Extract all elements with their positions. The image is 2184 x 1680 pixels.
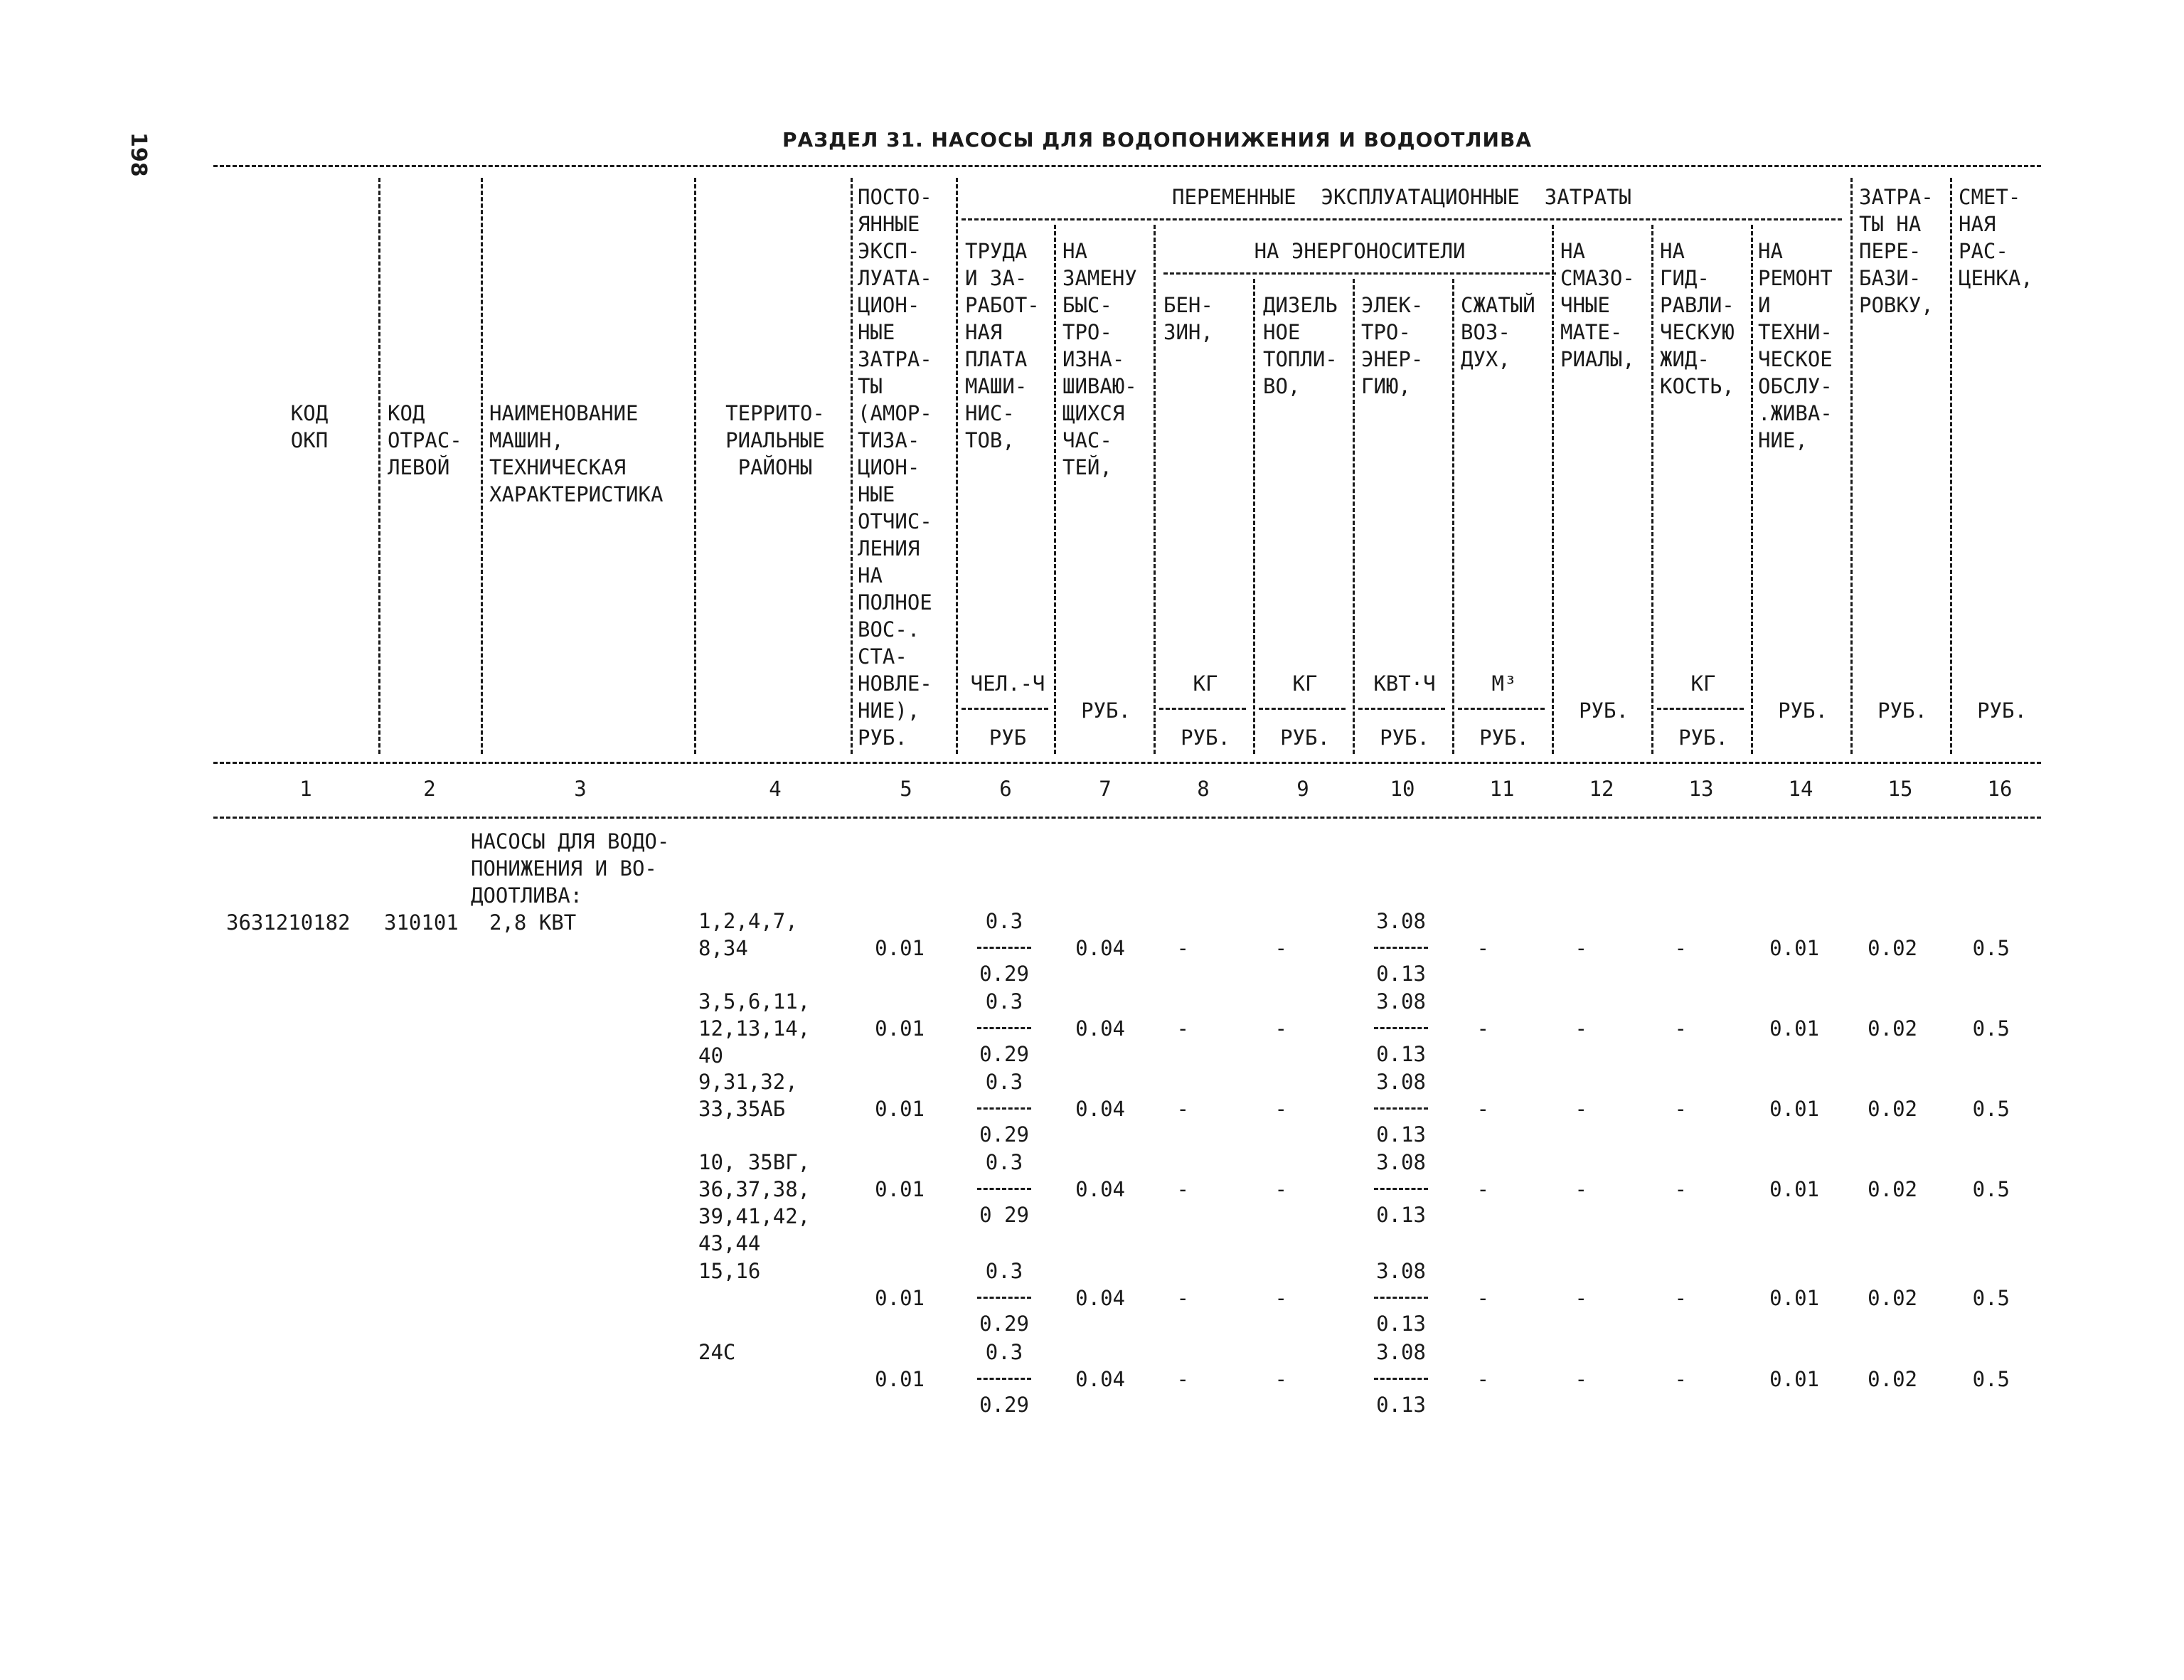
row-regions: 24С <box>698 1340 736 1364</box>
unit-c10-top: КВТ·Ч <box>1373 671 1436 696</box>
row-cell-c12: - <box>1575 1016 1587 1041</box>
fraction-denominator: 0.13 <box>1376 1393 1426 1417</box>
fraction-numerator: 0.3 <box>985 1340 1023 1364</box>
row-cell-c14: 0.01 <box>1769 1177 1819 1201</box>
vline-c2-c3 <box>481 178 483 754</box>
row-fraction-c10 <box>1358 1149 1444 1228</box>
row-fraction-c6 <box>962 1339 1047 1418</box>
header-fixed-costs: ПОСТО- ЯННЫЕ ЭКСП- ЛУАТА- ЦИОН- НЫЕ ЗАТРА- ТЫ (АМОР- ТИЗА- ЦИОН- НЫЕ ОТЧИС- ЛЕНИЯ НА ПОЛНОЕ ВОС-. СТА- НОВЛЕ- НИЕ), РУБ. <box>858 185 932 750</box>
column-number-7: 7 <box>1099 777 1112 801</box>
row-cell-c12: - <box>1575 1367 1587 1391</box>
header-relocation: ЗАТРА- ТЫ НА ПЕРЕ- БАЗИ- РОВКУ, <box>1859 185 1934 317</box>
row-cell-c5: 0.01 <box>875 936 925 960</box>
row-cell-c15: 0.02 <box>1868 1177 1917 1201</box>
unit-c6-top: ЧЕЛ.-Ч <box>970 671 1045 696</box>
header-regions: ТЕРРИТО- РИАЛЬНЫЕ РАЙОНЫ <box>725 401 825 479</box>
row-cell-c8: - <box>1176 936 1189 960</box>
row-cell-c11: - <box>1476 936 1489 960</box>
fraction-bar <box>977 947 1031 949</box>
unit-rule-c9 <box>1259 708 1346 710</box>
row-cell-c11: - <box>1476 1016 1489 1041</box>
row-cell-c16: 0.5 <box>1972 1016 2010 1041</box>
unit-rule-c13 <box>1657 708 1744 710</box>
unit-c8-bottom: РУБ. <box>1181 725 1230 750</box>
row-cell-c14: 0.01 <box>1769 1286 1819 1310</box>
vline-c14-c15 <box>1850 178 1853 754</box>
row-cell-c15: 0.02 <box>1868 1286 1917 1310</box>
unit-c13-bottom: РУБ. <box>1678 725 1728 750</box>
fraction-bar <box>1374 1297 1428 1299</box>
fraction-numerator: 0.3 <box>985 909 1023 933</box>
row-cell-c13: - <box>1674 1016 1687 1041</box>
header-energy: НА ЭНЕРГОНОСИТЕЛИ <box>1254 239 1466 263</box>
row-cell-c14: 0.01 <box>1769 1367 1819 1391</box>
unit-c12: РУБ. <box>1579 698 1629 723</box>
fraction-bar <box>977 1378 1031 1380</box>
row-fraction-c6 <box>962 1068 1047 1148</box>
fraction-denominator: 0.29 <box>979 1312 1029 1336</box>
vline-c8-c9 <box>1253 279 1255 754</box>
unit-c10-bottom: РУБ. <box>1380 725 1429 750</box>
unit-rule-c6 <box>962 708 1048 710</box>
unit-c15: РУБ. <box>1877 698 1927 723</box>
unit-c8-top: КГ <box>1193 671 1218 696</box>
row-cell-c16: 0.5 <box>1972 1367 2010 1391</box>
row-cell-c7: 0.04 <box>1075 1016 1125 1041</box>
row-cell-c9: - <box>1274 1016 1287 1041</box>
fraction-numerator: 3.08 <box>1376 1070 1426 1094</box>
row-cell-c9: - <box>1274 1177 1287 1201</box>
row-cell-c9: - <box>1274 1286 1287 1310</box>
row-cell-c7: 0.04 <box>1075 1097 1125 1121</box>
row-cell-c8: - <box>1176 1286 1189 1310</box>
vline-c1-c2 <box>378 178 380 754</box>
row-cell-c7: 0.04 <box>1075 1177 1125 1201</box>
row-cell-c12: - <box>1575 1097 1587 1121</box>
header-repair: НА РЕМОНТ И ТЕХНИ- ЧЕСКОЕ ОБСЛУ- .ЖИВА- НИЕ, <box>1758 239 1833 452</box>
header-diesel: ДИЗЕЛЬ НОЕ ТОПЛИ- ВО, <box>1263 293 1338 398</box>
header-compressed-air: СЖАТЫЙ ВОЗ- ДУХ, <box>1461 293 1535 371</box>
row-cell-c7: 0.04 <box>1075 1367 1125 1391</box>
row-fraction-c10 <box>1358 988 1444 1068</box>
fraction-bar <box>1374 1107 1428 1110</box>
row-cell-c16: 0.5 <box>1972 1286 2010 1310</box>
header-machine-name: НАИМЕНОВАНИЕ МАШИН, ТЕХНИЧЕСКАЯ ХАРАКТЕРИСТИКА <box>489 401 664 506</box>
fraction-numerator: 0.3 <box>985 1150 1023 1174</box>
row-cell-c14: 0.01 <box>1769 1097 1819 1121</box>
fraction-bar <box>977 1297 1031 1299</box>
fraction-numerator: 3.08 <box>1376 1259 1426 1283</box>
header-electricity: ЭЛЕК- ТРО- ЭНЕР- ГИЮ, <box>1361 293 1424 398</box>
fraction-bar <box>977 1107 1031 1110</box>
row-cell-c9: - <box>1274 1367 1287 1391</box>
unit-c9-bottom: РУБ. <box>1280 725 1330 750</box>
unit-c11-bottom: РУБ. <box>1479 725 1529 750</box>
row-cell-c9: - <box>1274 1097 1287 1121</box>
row-fraction-c10 <box>1358 908 1444 987</box>
unit-rule-c10 <box>1358 708 1445 710</box>
rule-top <box>213 165 2041 167</box>
fraction-numerator: 3.08 <box>1376 1150 1426 1174</box>
row-regions: 3,5,6,11, 12,13,14, 40 <box>698 989 811 1068</box>
header-lubricants: НА СМАЗО- ЧНЫЕ МАТЕ- РИАЛЫ, <box>1560 239 1635 371</box>
column-number-13: 13 <box>1688 777 1714 801</box>
item-branch-code: 310101 <box>384 910 459 935</box>
row-cell-c7: 0.04 <box>1075 936 1125 960</box>
fraction-denominator: 0.29 <box>979 1393 1029 1417</box>
section-title: РАЗДЕЛ 31. НАСОСЫ ДЛЯ ВОДОПОНИЖЕНИЯ И ВОДООТЛИВА <box>782 128 1533 151</box>
row-cell-c13: - <box>1674 1286 1687 1310</box>
row-cell-c5: 0.01 <box>875 1367 925 1391</box>
vline-c6-c7 <box>1054 225 1056 754</box>
fraction-bar <box>977 1188 1031 1190</box>
row-regions: 10, 35ВГ, 36,37,38, 39,41,42, 43,44 <box>698 1150 811 1255</box>
column-number-10: 10 <box>1390 777 1415 801</box>
row-cell-c5: 0.01 <box>875 1097 925 1121</box>
group-title: НАСОСЫ ДЛЯ ВОДО- ПОНИЖЕНИЯ И ВО- ДООТЛИВА: <box>471 829 670 908</box>
rule-colnums-bottom <box>213 817 2041 819</box>
row-cell-c14: 0.01 <box>1769 936 1819 960</box>
page-number: 198 <box>126 132 151 177</box>
fraction-denominator: 0.29 <box>979 1122 1029 1147</box>
vline-c12-c13 <box>1651 225 1653 754</box>
row-cell-c12: - <box>1575 1177 1587 1201</box>
row-cell-c11: - <box>1476 1367 1489 1391</box>
column-number-14: 14 <box>1788 777 1813 801</box>
vline-c11-c12 <box>1552 225 1554 754</box>
vline-c10-c11 <box>1452 279 1454 754</box>
column-number-11: 11 <box>1489 777 1515 801</box>
row-fraction-c6 <box>962 1258 1047 1337</box>
row-regions: 1,2,4,7, 8,34 <box>698 909 798 960</box>
row-fraction-c6 <box>962 988 1047 1068</box>
column-number-6: 6 <box>999 777 1012 801</box>
vline-c3-c4 <box>694 178 696 754</box>
column-number-1: 1 <box>299 777 312 801</box>
row-cell-c12: - <box>1575 936 1587 960</box>
header-labor: ТРУДА И ЗА- РАБОТ- НАЯ ПЛАТА МАШИ- НИС- ТОВ, <box>965 239 1040 452</box>
fraction-denominator: 0.29 <box>979 962 1029 986</box>
header-branch-code: КОД ОТРАС- ЛЕВОЙ <box>388 401 462 479</box>
row-fraction-c10 <box>1358 1068 1444 1148</box>
fraction-numerator: 3.08 <box>1376 909 1426 933</box>
column-number-16: 16 <box>1987 777 2013 801</box>
row-cell-c13: - <box>1674 1097 1687 1121</box>
row-cell-c8: - <box>1176 1177 1189 1201</box>
unit-c9-top: КГ <box>1292 671 1318 696</box>
unit-c6-bottom: РУБ <box>989 725 1027 750</box>
unit-c7: РУБ. <box>1081 698 1131 723</box>
column-number-9: 9 <box>1296 777 1309 801</box>
row-cell-c15: 0.02 <box>1868 1367 1917 1391</box>
row-cell-c8: - <box>1176 1097 1189 1121</box>
row-cell-c13: - <box>1674 1367 1687 1391</box>
row-regions: 15,16 <box>698 1259 761 1283</box>
column-number-15: 15 <box>1887 777 1913 801</box>
row-cell-c5: 0.01 <box>875 1016 925 1041</box>
row-cell-c14: 0.01 <box>1769 1016 1819 1041</box>
row-cell-c13: - <box>1674 936 1687 960</box>
row-cell-c15: 0.02 <box>1868 1097 1917 1121</box>
header-gasoline: БЕН- ЗИН, <box>1163 293 1213 344</box>
fraction-bar <box>1374 947 1428 949</box>
fraction-bar <box>1374 1378 1428 1380</box>
row-cell-c8: - <box>1176 1016 1189 1041</box>
unit-c16: РУБ. <box>1977 698 2027 723</box>
row-cell-c16: 0.5 <box>1972 936 2010 960</box>
header-estimate: СМЕТ- НАЯ РАС- ЦЕНКА, <box>1959 185 2033 290</box>
row-fraction-c10 <box>1358 1258 1444 1337</box>
header-variable-costs: ПЕРЕМЕННЫЕ ЭКСПЛУАТАЦИОННЫЕ ЗАТРАТЫ <box>1171 185 1631 209</box>
row-cell-c16: 0.5 <box>1972 1097 2010 1121</box>
row-regions: 9,31,32, 33,35АБ <box>698 1070 798 1121</box>
fraction-numerator: 3.08 <box>1376 1340 1426 1364</box>
vline-c7-c8 <box>1154 225 1156 754</box>
row-fraction-c6 <box>962 908 1047 987</box>
unit-rule-c11 <box>1458 708 1545 710</box>
fraction-denominator: 0.13 <box>1376 962 1426 986</box>
vline-c13-c14 <box>1751 225 1753 754</box>
column-number-12: 12 <box>1589 777 1614 801</box>
unit-c14: РУБ. <box>1778 698 1828 723</box>
vline-c9-c10 <box>1353 279 1355 754</box>
row-cell-c15: 0.02 <box>1868 1016 1917 1041</box>
column-number-4: 4 <box>769 777 782 801</box>
row-cell-c13: - <box>1674 1177 1687 1201</box>
row-fraction-c6 <box>962 1149 1047 1228</box>
row-cell-c11: - <box>1476 1286 1489 1310</box>
row-cell-c9: - <box>1274 936 1287 960</box>
rule-header-bottom <box>213 762 2041 764</box>
fraction-numerator: 0.3 <box>985 989 1023 1014</box>
fraction-numerator: 0.3 <box>985 1070 1023 1094</box>
rule-energy-sub <box>1163 272 1556 275</box>
fraction-denominator: 0.13 <box>1376 1203 1426 1227</box>
fraction-bar <box>977 1027 1031 1029</box>
row-cell-c16: 0.5 <box>1972 1177 2010 1201</box>
row-cell-c7: 0.04 <box>1075 1286 1125 1310</box>
row-cell-c8: - <box>1176 1367 1189 1391</box>
row-cell-c5: 0.01 <box>875 1177 925 1201</box>
vline-c5-c6 <box>956 178 958 754</box>
header-parts: НА ЗАМЕНУ БЫС- ТРО- ИЗНА- ШИВАЮ- ЩИХСЯ ЧАС- ТЕЙ, <box>1062 239 1137 479</box>
fraction-numerator: 0.3 <box>985 1259 1023 1283</box>
column-number-3: 3 <box>574 777 587 801</box>
fraction-denominator: 0.29 <box>979 1042 1029 1066</box>
row-cell-c15: 0.02 <box>1868 936 1917 960</box>
header-hydraulic: НА ГИД- РАВЛИ- ЧЕСКУЮ ЖИД- КОСТЬ, <box>1660 239 1735 398</box>
column-number-5: 5 <box>900 777 912 801</box>
row-fraction-c10 <box>1358 1339 1444 1418</box>
vline-c4-c5 <box>851 178 853 754</box>
item-name: 2,8 КВТ <box>489 910 577 935</box>
vline-c15-c16 <box>1950 178 1952 754</box>
item-okp-code: 3631210182 <box>226 910 351 935</box>
fraction-denominator: 0.13 <box>1376 1312 1426 1336</box>
row-cell-c12: - <box>1575 1286 1587 1310</box>
fraction-denominator: 0.13 <box>1376 1042 1426 1066</box>
row-cell-c11: - <box>1476 1177 1489 1201</box>
fraction-denominator: 0.13 <box>1376 1122 1426 1147</box>
column-number-2: 2 <box>423 777 436 801</box>
row-cell-c5: 0.01 <box>875 1286 925 1310</box>
unit-c11-top: М³ <box>1491 671 1517 696</box>
unit-c13-top: КГ <box>1690 671 1716 696</box>
header-okp-code: КОД ОКП <box>290 401 329 452</box>
fraction-bar <box>1374 1027 1428 1029</box>
fraction-bar <box>1374 1188 1428 1190</box>
fraction-numerator: 3.08 <box>1376 989 1426 1014</box>
unit-rule-c8 <box>1159 708 1246 710</box>
row-cell-c11: - <box>1476 1097 1489 1121</box>
column-number-8: 8 <box>1197 777 1210 801</box>
rule-variable-sub <box>962 218 1842 220</box>
fraction-denominator: 0 29 <box>979 1203 1029 1227</box>
